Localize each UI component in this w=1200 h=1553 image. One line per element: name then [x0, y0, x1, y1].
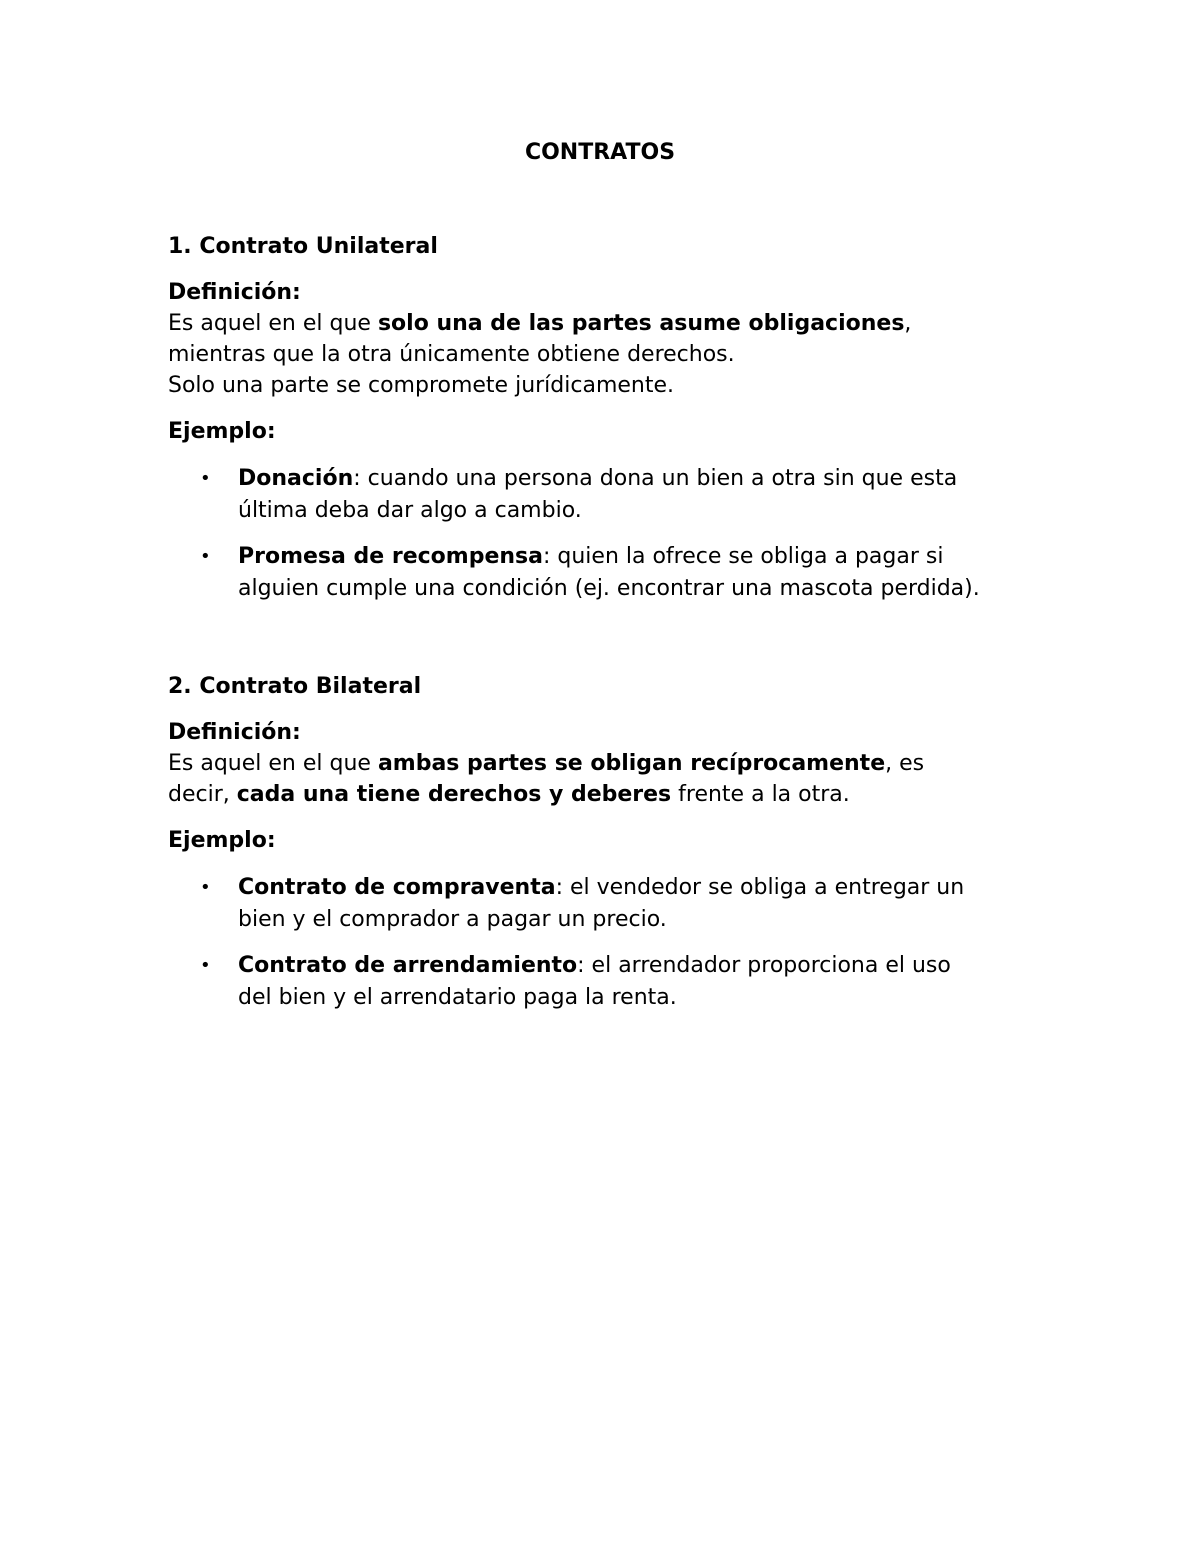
- definition-text: decir, cada una tiene derechos y deberes frente a la otra.: [168, 782, 850, 807]
- section-bilateral: [168, 672, 1048, 1014]
- example-list: [168, 463, 1048, 605]
- bullet-icon: •: [200, 955, 211, 976]
- bullet-icon: •: [200, 546, 211, 567]
- example-label: Ejemplo:: [168, 419, 276, 444]
- definition-label: Definición:: [168, 720, 301, 745]
- definition-text: mientras que la otra únicamente obtiene derechos.: [168, 342, 735, 367]
- list-item: • Contrato de arrendamiento: el arrendador proporciona el uso del bien y el arrendatario paga la renta.: [168, 950, 1048, 1014]
- example-list: [168, 872, 1048, 1014]
- document-title: CONTRATOS: [524, 140, 676, 165]
- definition-text: Es aquel en el que ambas partes se obligan recíprocamente, es: [168, 751, 925, 776]
- example-label: Ejemplo:: [168, 828, 276, 853]
- definition-text: Es aquel en el que solo una de las partes asume obligaciones,: [168, 311, 912, 336]
- definition-text: Solo una parte se compromete jurídicamente.: [168, 373, 675, 398]
- bullet-icon: •: [200, 877, 211, 898]
- definition-label: Definición:: [168, 280, 301, 305]
- section-unilateral: [168, 232, 1048, 605]
- section-heading: 1. Contrato Unilateral: [168, 234, 438, 259]
- section-heading: 2. Contrato Bilateral: [168, 674, 422, 699]
- list-item: • Donación: cuando una persona dona un bien a otra sin que esta última deba dar algo a cambio.: [168, 463, 1048, 527]
- bullet-icon: •: [200, 468, 211, 489]
- list-item: • Promesa de recompensa: quien la ofrece se obliga a pagar si alguien cumple una condición (ej. encontrar una mascota perdida).: [168, 541, 1048, 605]
- list-item: • Contrato de compraventa: el vendedor se obliga a entregar un bien y el comprador a pagar un precio.: [168, 872, 1048, 936]
